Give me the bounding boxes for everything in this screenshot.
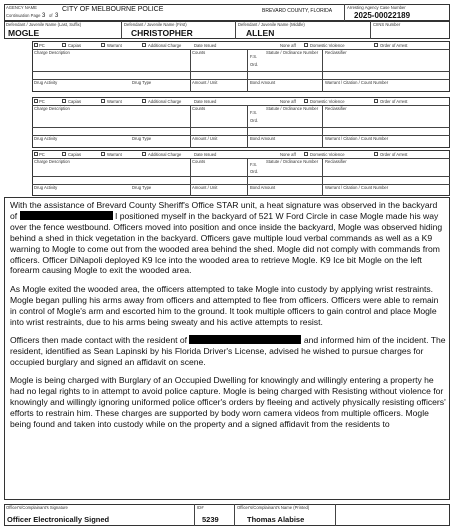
charge-1-amount-label: Amount / Unit bbox=[192, 80, 218, 85]
charge-3-capias: Capias bbox=[68, 151, 82, 157]
charge-1-drug-type-label: Drug Type bbox=[132, 80, 152, 85]
charge-3-reclassifier-label: Reclassifier bbox=[325, 159, 347, 164]
agency-name: CITY OF MELBOURNE POLICE bbox=[62, 6, 164, 13]
charge-1-counts-label: Counts bbox=[192, 50, 206, 55]
charge-1-bond-label: Bond Amount bbox=[250, 80, 276, 85]
charge-3-warrant: Warrant bbox=[107, 151, 122, 157]
redaction-bar bbox=[189, 335, 301, 344]
charge-2-drug-activity-label: Drug Activity bbox=[34, 136, 58, 141]
charge-3-fs-label: F.S. bbox=[250, 162, 258, 167]
charge-3-date-issued: Date Issued bbox=[194, 151, 217, 157]
charge-2-warrant: Warrant bbox=[107, 98, 122, 104]
charge-1-additional: Additional Charge bbox=[148, 42, 182, 48]
ciins-label: CIINS Number bbox=[373, 22, 401, 27]
charge-1-warrant-citation-label: Warrant / Citation / Count Number bbox=[325, 80, 389, 85]
defendant-middle-label: Defendant / Juvenile Name (Middle) bbox=[238, 22, 305, 27]
charge-2-fs-label: F.S. bbox=[250, 110, 258, 115]
county-label: BREVARD COUNTY, FLORIDA bbox=[262, 8, 333, 14]
narrative-paragraph-4: Mogle is being charged with Burglary of an Occupied Dwelling for knowingly and willingly entering a property he had no legal rights to in attempt to avoid police capture. Mogle is being charged with Resisting without violence for knowingly and willingly ignoring uniformed police officer's orders by fleeing and actively physically resisting officers' efforts to restrain him. These charges are supported by body worn camera videos from multiple officers. Mogle being found and taken into custody while on the property and a signed affidavit from the residents to bbox=[10, 375, 446, 430]
charge-2-domestic: Domestic Violence bbox=[310, 98, 345, 104]
charge-1-drug-activity-label: Drug Activity bbox=[34, 80, 58, 85]
charge-1-capias: Capias bbox=[68, 42, 82, 48]
case-number: 2025-00022189 bbox=[354, 11, 411, 20]
charge-2-reclassifier-label: Reclassifier bbox=[325, 106, 347, 111]
charge-2-drug-type-label: Drug Type bbox=[132, 136, 152, 141]
charge-3-amount-label: Amount / Unit bbox=[192, 185, 218, 190]
charge-2-capias: Capias bbox=[68, 98, 82, 104]
charge-1-domestic: Domestic Violence bbox=[310, 42, 345, 48]
page-total: 3 bbox=[55, 12, 59, 19]
agency-label: AGENCY NAME bbox=[6, 5, 37, 10]
charge-1-none-aff: None aff bbox=[280, 42, 296, 48]
defendant-last: MOGLE bbox=[8, 28, 40, 38]
charge-1-statute-label: Statute / Ordinance Number bbox=[266, 50, 319, 55]
charge-1-order-arrest: Order of Arrest bbox=[380, 42, 408, 48]
signature-label: Officer's/Complainant's Signature bbox=[6, 505, 68, 510]
charge-1-reclassifier-label: Reclassifier bbox=[325, 50, 347, 55]
charge-2-date-issued: Date Issued bbox=[194, 98, 217, 104]
charge-3-warrant-citation-label: Warrant / Citation / Count Number bbox=[325, 185, 389, 190]
charge-3-drug-type-label: Drug Type bbox=[132, 185, 152, 190]
charge-2-desc-label: Charge Description bbox=[34, 106, 70, 111]
charge-2-bond-label: Bond Amount bbox=[250, 136, 276, 141]
narrative-paragraph-1: With the assistance of Brevard County Sheriff's Office STAR unit, a heat signature was observed in the backyard of I positioned myself in the backyard of 521 W Ford Circle in case Mogle made his way over the fence westbound. Officers moved into position and once inside the backyard, Mogle was observed hiding behind a shed in thick vegetation in the backyard. Officers gave multiple loud verbal commands as well as a K9 warning to Mogle to come out from the wooded area behind the shed. Mogle did not comply with commands from officers. Officer DiNapoli deployed K9 Ice into the wooded area to retrieve Mogle. K9 Ice bit Mogle on the left forearm causing Mogle to exit the wooded area. bbox=[10, 200, 443, 276]
redaction-bar bbox=[20, 211, 113, 220]
charge-1-ord-label: Ord. bbox=[250, 62, 259, 67]
page-of: of bbox=[49, 13, 53, 18]
charge-3-bond-label: Bond Amount bbox=[250, 185, 276, 190]
charge-3-pc: PC bbox=[39, 151, 45, 157]
page-num: 3 bbox=[42, 12, 46, 19]
charge-1-desc-label: Charge Description bbox=[34, 50, 70, 55]
charge-3-ord-label: Ord. bbox=[250, 169, 259, 174]
charge-3-desc-label: Charge Description bbox=[34, 159, 70, 164]
charge-2-pc: PC bbox=[39, 98, 45, 104]
charge-2-statute-label: Statute / Ordinance Number bbox=[266, 106, 319, 111]
charge-2-none-aff: None aff bbox=[280, 98, 296, 104]
case-number-label: Arresting Agency Case Number bbox=[347, 5, 406, 10]
charge-1-fs-label: F.S. bbox=[250, 54, 258, 59]
officer-name-label: Officer's/Complainant's Name (Printed) bbox=[237, 505, 310, 510]
charge-2-order-arrest: Order of Arrest bbox=[380, 98, 408, 104]
charge-1-warrant: Warrant bbox=[107, 42, 122, 48]
report-page bbox=[4, 4, 450, 527]
narrative-paragraph-3: Officers then made contact with the resident of and informed him of the incident. The resident, identified as Sean Lapinski by his Florida Driver's License, advised he wished to pursue charges for occupied burglary and signed an affidavit on scene. bbox=[10, 335, 446, 367]
defendant-middle: ALLEN bbox=[246, 28, 275, 38]
defendant-first: CHRISTOPHER bbox=[131, 28, 193, 38]
charge-1-date-issued: Date Issued bbox=[194, 42, 217, 48]
narrative-paragraph-2: As Mogle exited the wooded area, the officers attempted to take Mogle into custody by applying wrist restraints. Mogle began pulling his arms away from officers and attempted to flee from officers. Officers were able to remain in control of Mogle's arm and escorted him to the ground. It took multiple officers to gain control and place Mogle into wrist restraints, due to his arms being sweaty and his active attempts to resist. bbox=[10, 283, 439, 327]
charge-2-counts-label: Counts bbox=[192, 106, 206, 111]
charge-2-ord-label: Ord. bbox=[250, 118, 259, 123]
defendant-last-label: Defendant / Juvenile Name (Last, Suffix) bbox=[6, 22, 82, 27]
charge-3-statute-label: Statute / Ordinance Number bbox=[266, 159, 319, 164]
charge-3-order-arrest: Order of Arrest bbox=[380, 151, 408, 157]
continuation-label: Continuation Page bbox=[6, 13, 41, 18]
charge-3-none-aff: None aff bbox=[280, 151, 296, 157]
charge-3-drug-activity-label: Drug Activity bbox=[34, 185, 58, 190]
officer-id-label: ID# bbox=[197, 505, 204, 510]
officer-name: Thomas Alabise bbox=[247, 515, 305, 524]
charge-3-counts-label: Counts bbox=[192, 159, 206, 164]
officer-id: 5239 bbox=[202, 515, 219, 524]
charge-3-domestic: Domestic Violence bbox=[310, 151, 345, 157]
charge-3-additional: Additional Charge bbox=[148, 151, 182, 157]
charge-2-amount-label: Amount / Unit bbox=[192, 136, 218, 141]
charge-1-pc: PC bbox=[39, 42, 45, 48]
charge-2-additional: Additional Charge bbox=[148, 98, 182, 104]
defendant-first-label: Defendant / Juvenile Name (First) bbox=[124, 22, 187, 27]
charge-2-warrant-citation-label: Warrant / Citation / Count Number bbox=[325, 136, 389, 141]
signature-value: Officer Electronically Signed bbox=[7, 515, 110, 524]
narrative-text bbox=[10, 200, 446, 438]
